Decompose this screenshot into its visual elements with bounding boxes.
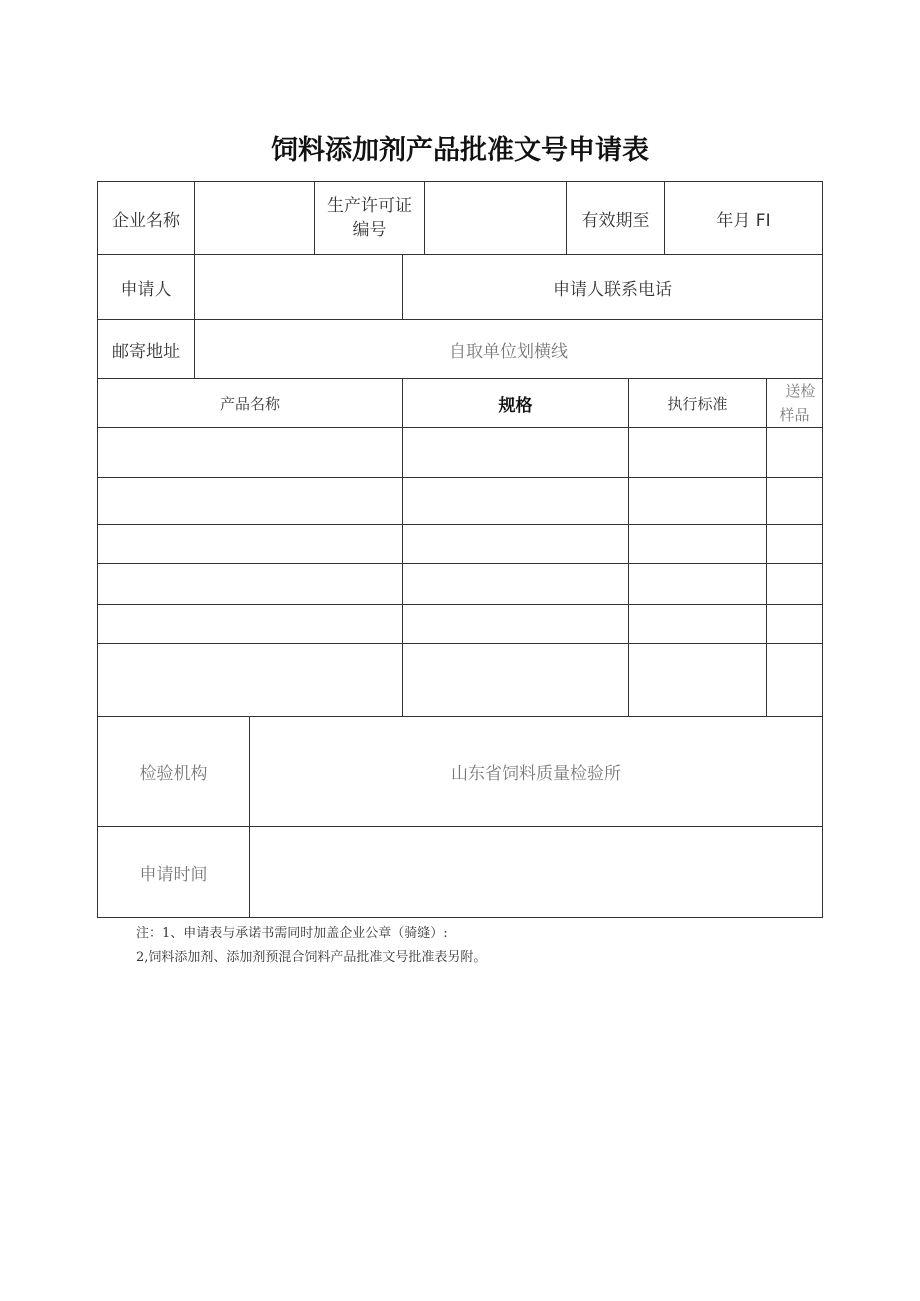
valid-until-field[interactable]: 年月 FI — [664, 181, 823, 255]
product-row-3-sample[interactable] — [766, 524, 823, 564]
license-label-line2: 编号 — [352, 220, 387, 240]
spec-header: 规格 — [402, 378, 629, 428]
application-time-field[interactable] — [249, 826, 823, 918]
product-row-3-spec[interactable] — [402, 524, 629, 564]
product-row-4-spec[interactable] — [402, 563, 629, 605]
product-row-6-standard[interactable] — [628, 643, 767, 717]
application-time-label: 申请时间 — [97, 826, 250, 918]
product-row-1-name[interactable] — [97, 427, 403, 478]
company-name-field[interactable] — [194, 181, 315, 255]
mailing-address-field[interactable]: 自取单位划横线 — [194, 319, 823, 379]
mailing-address-label: 邮寄地址 — [97, 319, 195, 379]
product-row-2-sample[interactable] — [766, 477, 823, 525]
product-row-6-name[interactable] — [97, 643, 403, 717]
product-row-2-spec[interactable] — [402, 477, 629, 525]
product-row-4-name[interactable] — [97, 563, 403, 605]
product-row-2-standard[interactable] — [628, 477, 767, 525]
product-row-4-sample[interactable] — [766, 563, 823, 605]
product-row-1-standard[interactable] — [628, 427, 767, 478]
product-row-5-standard[interactable] — [628, 604, 767, 644]
applicant-phone-label: 申请人联系电话 — [402, 254, 823, 320]
application-form — [97, 181, 823, 918]
product-row-3-standard[interactable] — [628, 524, 767, 564]
product-row-4-standard[interactable] — [628, 563, 767, 605]
product-row-2-name[interactable] — [97, 477, 403, 525]
product-row-3-name[interactable] — [97, 524, 403, 564]
sample-header-line1: 送检 — [785, 382, 816, 400]
valid-until-label: 有效期至 — [566, 181, 665, 255]
inspection-agency-field[interactable]: 山东省饲料质量检验所 — [249, 716, 823, 827]
sample-header — [766, 378, 823, 428]
applicant-label: 申请人 — [97, 254, 195, 320]
applicant-field[interactable] — [194, 254, 403, 320]
company-name-label: 企业名称 — [97, 181, 195, 255]
license-number-field[interactable] — [424, 181, 567, 255]
note-line-1: 注：1、申请表与承诺书需同时加盖企业公章（骑缝）: — [136, 926, 448, 941]
product-row-6-sample[interactable] — [766, 643, 823, 717]
sample-header-line2: 样品 — [779, 406, 810, 424]
product-row-5-name[interactable] — [97, 604, 403, 644]
standard-header: 执行标准 — [628, 378, 767, 428]
product-row-5-sample[interactable] — [766, 604, 823, 644]
page-title: 饲料添加剂产品批准文号申请表 — [271, 135, 649, 166]
product-row-1-spec[interactable] — [402, 427, 629, 478]
inspection-agency-label: 检验机构 — [97, 716, 250, 827]
license-number-label — [314, 181, 425, 255]
product-row-5-spec[interactable] — [402, 604, 629, 644]
license-label-line1: 生产许可证 — [327, 196, 412, 216]
product-name-header: 产品名称 — [97, 378, 403, 428]
note-line-2: 2,饲料添加剂、添加剂预混合饲料产品批准文号批准表另附。 — [136, 950, 487, 965]
product-row-6-spec[interactable] — [402, 643, 629, 717]
product-row-1-sample[interactable] — [766, 427, 823, 478]
